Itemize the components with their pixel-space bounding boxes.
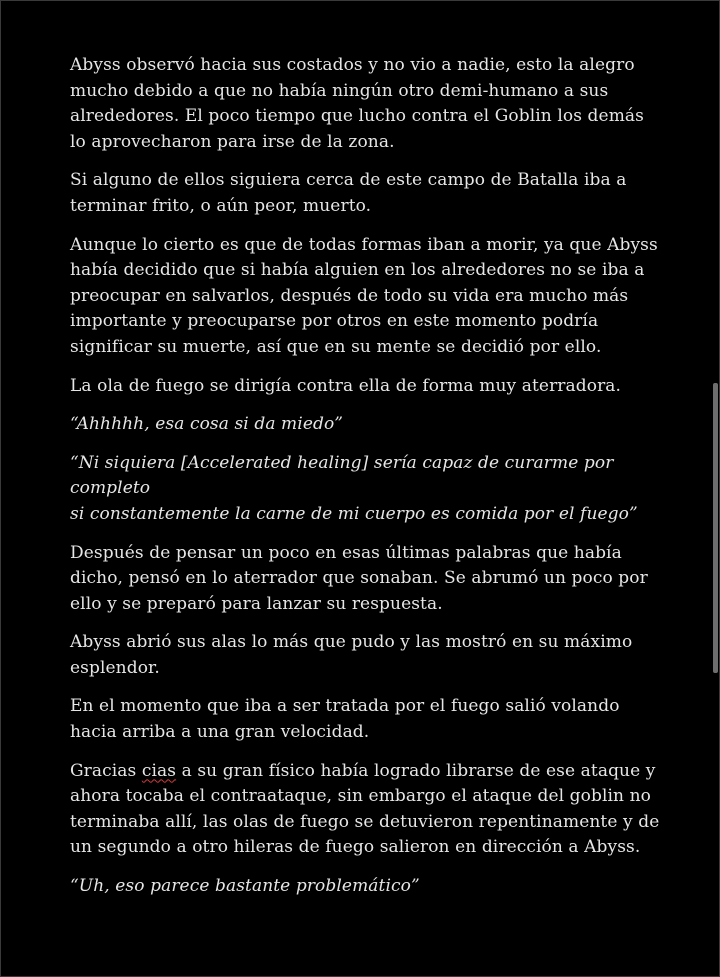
paragraph-4: La ola de fuego se dirigía contra ella de forma muy aterradora. (70, 375, 622, 396)
paragraph-6: Abyss abrió sus alas lo más que pudo y las mostró en su máximo esplendor. (70, 632, 633, 678)
paragraph-8-start: Gracias (70, 760, 142, 781)
dialogue-1: “Ahhhhh, esa cosa si da miedo” (70, 414, 344, 435)
paragraph-8-rest: a su gran físico había logrado librarse de ese ataque y ahora tocaba el contraataque, sin embargo el ataque del goblin no terminaba allí, las olas de fuego se detuvieron repentinamente y de un segundo a otro hileras de fuego salieron en dirección a Abyss. (70, 760, 660, 858)
dialogue-3: “Uh, eso parece bastante problemático” (70, 876, 420, 897)
chapter-text (70, 53, 670, 913)
dialogue-2: “Ni siquiera [Accelerated healing] sería capaz de curarme por completo si constantemente la carne de mi cuerpo es comida por el fuego” (70, 452, 638, 524)
paragraph-3: Aunque lo cierto es que de todas formas iban a morir, ya que Abyss había decidido que si había alguien en los alrededores no se iba a preocupar en salvarlos, después de todo su vida era mucho más importante y preocuparse por otros en este momento podría significar su muerte, así que en su mente se decidió por ello. (70, 234, 658, 357)
paragraph-8 (70, 759, 670, 861)
paragraph-7: En el momento que iba a ser tratada por el fuego salió volando hacia arriba a una gran velocidad. (70, 696, 620, 743)
paragraph-1: Abyss observó hacia sus costados y no vio a nadie, esto la alegro mucho debido a que no había ningún otro demi-humano a sus alrededores. El poco tiempo que lucho contra el Goblin los demás lo aprovecharon para irse de la zona. (70, 55, 644, 152)
paragraph-2: Si alguno de ellos siguiera cerca de este campo de Batalla iba a terminar frito, o aún peor, muerto. (70, 170, 627, 216)
vertical-scrollbar[interactable] (713, 383, 718, 673)
paragraph-5: Después de pensar un poco en esas últimas palabras que había dicho, pensó en lo aterrador que sonaban. Se abrumó un poco por ello y se preparó para lanzar su respuesta. (70, 542, 648, 614)
spellcheck-flagged-word[interactable]: cias (141, 760, 177, 781)
